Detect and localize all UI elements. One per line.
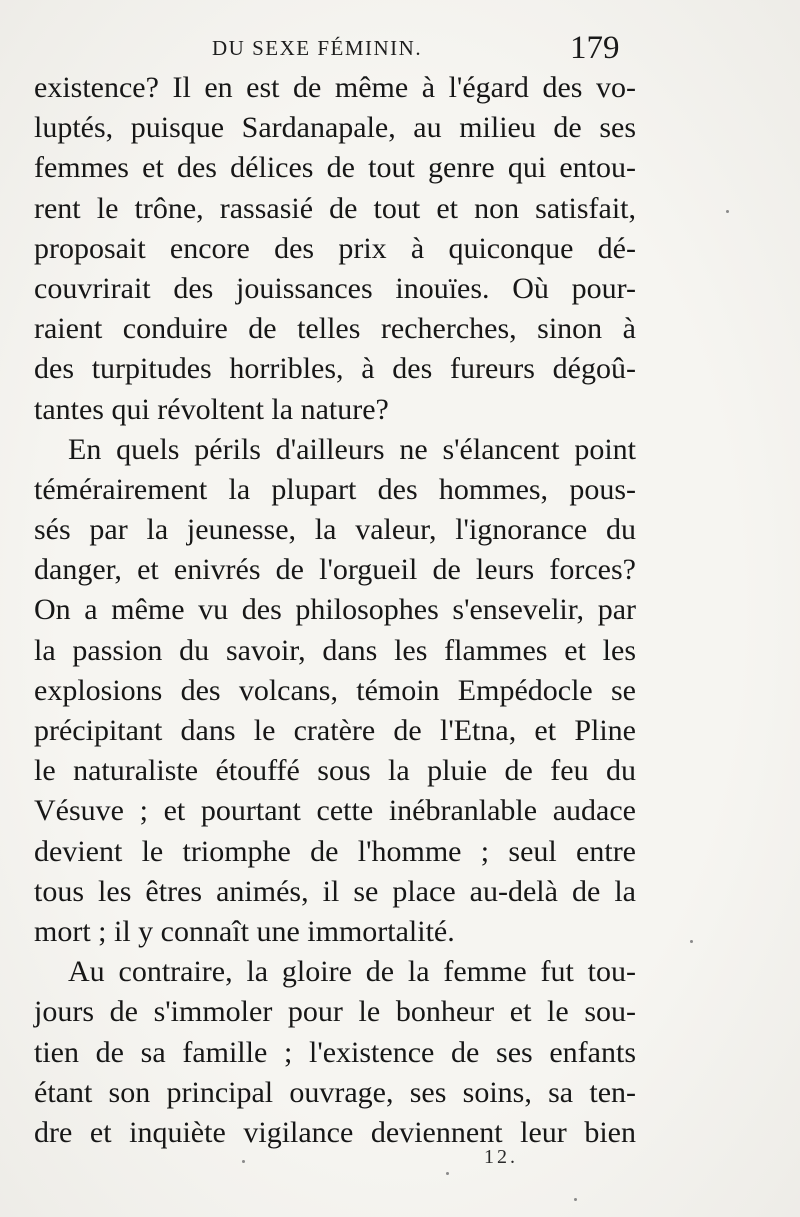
text-line: luptés, puisque Sardanapale, au milieu de ses: [34, 111, 636, 145]
text-line: existence? Il en est de même à l'égard des vo-: [34, 71, 636, 104]
text-line: la passion du savoir, dans les flammes et les: [34, 633, 636, 667]
paper-speck: [574, 1198, 577, 1201]
text-line: danger, et enivrés de l'orgueil de leurs forces?: [34, 553, 636, 587]
paragraph-last-line: tantes qui révoltent la nature?: [34, 392, 389, 426]
text-line: jours de s'immoler pour le bonheur et le sou-: [34, 995, 636, 1029]
signature-mark: 12.: [484, 1146, 518, 1168]
paper-speck: [690, 940, 693, 943]
text-line: Vésuve ; et pourtant cette inébranlable audace: [34, 794, 636, 828]
paragraph-last-line: mort ; il y connaît une immortalité.: [34, 914, 455, 948]
paper-speck: [242, 1160, 245, 1163]
paragraph-first-line: Au contraire, la gloire de la femme fut tou-: [68, 955, 636, 989]
text-line: femmes et des délices de tout genre qui entou-: [34, 151, 636, 185]
text-line: rent le trône, rassasié de tout et non satisfait,: [34, 191, 636, 225]
text-line: sés par la jeunesse, la valeur, l'ignorance du: [34, 513, 636, 547]
text-line: témérairement la plupart des hommes, pous-: [34, 472, 636, 506]
running-head-title: DU SEXE FÉMININ.: [212, 36, 423, 60]
paragraph-first-line: En quels périls d'ailleurs ne s'élancent point: [68, 432, 636, 466]
text-line: précipitant dans le cratère de l'Etna, et Pline: [34, 714, 636, 747]
text-line: des turpitudes horribles, à des fureurs dégoû-: [34, 352, 636, 386]
running-head: [0, 32, 800, 66]
paper-speck: [726, 210, 729, 213]
text-line: raient conduire de telles recherches, sinon à: [34, 312, 636, 346]
page-number: 179: [570, 30, 620, 66]
text-line: couvrirait des jouissances inouïes. Où pour-: [34, 271, 636, 305]
text-line: tien de sa famille ; l'existence de ses enfants: [34, 1035, 636, 1069]
text-line: proposait encore des prix à quiconque dé-: [34, 231, 636, 265]
body-text: [34, 68, 636, 1153]
text-line: étant son principal ouvrage, ses soins, sa ten-: [34, 1075, 636, 1109]
text-line: devient le triomphe de l'homme ; seul entre: [34, 834, 636, 868]
text-line: tous les êtres animés, il se place au-delà de la: [34, 874, 636, 908]
text-line: le naturaliste étouffé sous la pluie de feu du: [34, 754, 636, 788]
text-line: dre et inquiète vigilance deviennent leur bien: [34, 1115, 636, 1149]
paper-speck: [446, 1172, 449, 1175]
text-line: explosions des volcans, témoin Empédocle se: [34, 673, 636, 707]
text-line: On a même vu des philosophes s'ensevelir, par: [34, 593, 636, 627]
